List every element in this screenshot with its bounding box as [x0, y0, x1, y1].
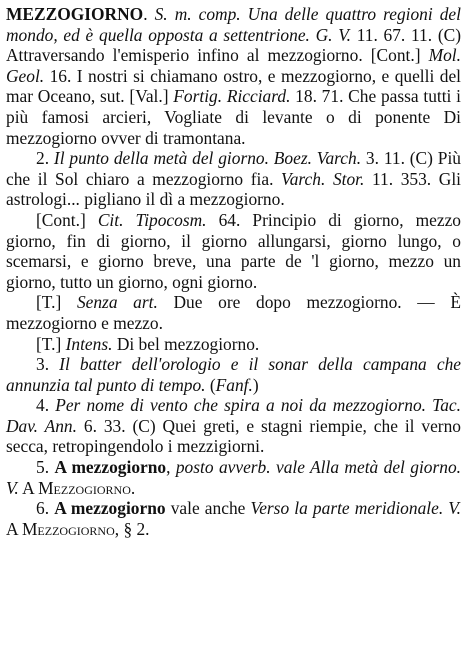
- text-run: Di bel mezzogiorno.: [112, 333, 260, 354]
- italic-run: Varch. Stor.: [281, 168, 365, 189]
- italic-run: Fanf.: [215, 374, 253, 395]
- text-run: [Cont.]: [36, 209, 98, 230]
- text-run: A: [18, 477, 39, 498]
- italic-run: Verso la parte meridionale. V.: [250, 498, 462, 519]
- text-run: 4.: [36, 395, 56, 416]
- italic-run: Fortig. Ricciard.: [173, 86, 291, 107]
- headword: MEZZOGIORNO: [6, 4, 144, 24]
- text-run: 16. I nostri si chiamano ostro, e mezzogiorno, e quelli del mar Oceano, sut. [Val.]: [6, 65, 461, 107]
- text-run: 3. 11. (C) Più che il Sol chiaro a mezzogiorno fia.: [6, 148, 461, 189]
- italic-run: Il punto della metà del giorno. Boez. Varch.: [53, 148, 362, 169]
- text-run: .: [130, 477, 136, 498]
- entry-sense-9: [6, 498, 461, 539]
- italic-run: Il batter dell'orologio e il sonar della campana che annunzia tal punto di tempo.: [6, 354, 462, 395]
- text-run: vale anche: [165, 498, 251, 519]
- bold-phrase: A mezzogiorno: [54, 498, 166, 519]
- text-run: 2.: [36, 148, 54, 169]
- text-run: 6. 33. (C) Quei greti, e stagni riempie, che il verno secca, retropingendolo i mezzigiorni.: [6, 415, 461, 457]
- italic-run: posto avverb. vale Alla metà del giorno. V.: [6, 457, 462, 498]
- text-run: 11. 67. 11. (C) Attraversando l'emisperio infino al mezzogiorno. [Cont.]: [6, 24, 462, 66]
- text-run: ,: [166, 457, 176, 478]
- entry-sense-6: [6, 354, 461, 395]
- entry-sense-8: [6, 457, 461, 498]
- text-run: (: [205, 374, 216, 395]
- text-run: 11. 353. Gli astrologi... pigliano il dì a mezzogiorno.: [6, 168, 461, 210]
- italic-run: Per nome di vento che spira a noi da mezzogiorno. Tac. Dav. Ann.: [6, 395, 461, 436]
- italic-run: Intens.: [65, 333, 113, 354]
- text-run: [T.]: [36, 333, 66, 354]
- text-run: ): [252, 374, 259, 395]
- text-run: 5.: [36, 457, 55, 478]
- italic-run: S. m. comp. Una delle quattro regioni del mondo, ed è quella opposta a settentrione. G. V.: [6, 4, 461, 45]
- entry-sense-4: [6, 292, 461, 333]
- entry-sense-2: [6, 148, 461, 210]
- entry-definition-main: [6, 4, 461, 148]
- italic-run: Senza art.: [76, 292, 158, 313]
- cross-reference: Mezzogiorno: [21, 518, 115, 539]
- entry-sense-3: [6, 210, 461, 292]
- text-run: .: [143, 4, 155, 24]
- text-run: , § 2.: [114, 518, 150, 539]
- text-run: [T.]: [36, 292, 77, 313]
- dictionary-entry-mezzogiorno: [6, 4, 461, 539]
- text-run: A: [6, 518, 22, 539]
- text-run: 6.: [36, 498, 55, 519]
- text-run: 3.: [36, 354, 60, 375]
- text-run: 18. 71. Che passa tutti i più famosi arcieri, Vogliate di levante o di ponente Di mezzogiorno ovver di tramontana.: [6, 86, 461, 148]
- text-run: 64. Principio di giorno, mezzo giorno, fin di giorno, il giorno allungarsi, giorno lungo, o scemarsi, e giorno breve, una parte de 'l giorno, mezzo un giorno, tutto un giorno, ogni giorno.: [6, 209, 461, 292]
- entry-sense-7: [6, 395, 461, 457]
- cross-reference: Mezzogiorno: [38, 477, 131, 498]
- italic-run: Mol. Geol.: [6, 45, 461, 86]
- text-run: Due ore dopo mezzogiorno. — È mezzogiorno e mezzo.: [6, 292, 461, 333]
- italic-run: Cit. Tipocosm.: [97, 209, 207, 230]
- entry-sense-5: [6, 334, 461, 355]
- bold-phrase: A mezzogiorno: [54, 457, 167, 478]
